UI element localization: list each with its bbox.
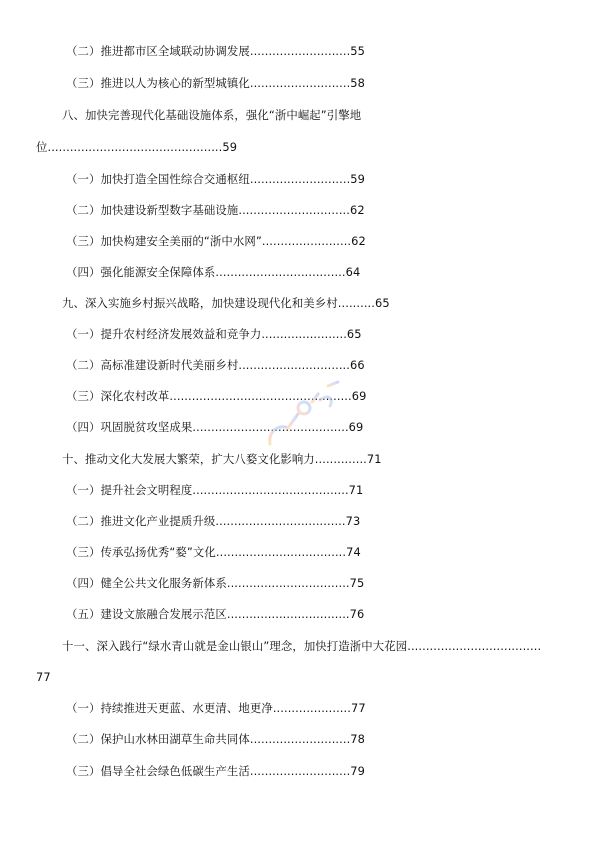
toc-entry: （三）传承弘扬优秀“婺”文化...................................74 bbox=[66, 545, 361, 559]
toc-entry: （二）加快建设新型数字基础设施..............................62 bbox=[66, 203, 365, 217]
toc-entry: 八、加快完善现代化基础设施体系，强化“浙中崛起”引擎地 bbox=[62, 108, 362, 122]
toc-entry: （一）提升社会文明程度..........................................71 bbox=[66, 483, 364, 497]
toc-entry: 十、推动文化大发展大繁荣，扩大八婺文化影响力..............71 bbox=[62, 452, 382, 466]
toc-entry: 77 bbox=[36, 670, 51, 684]
toc-entry: （四）巩固脱贫攻坚成果..........................................69 bbox=[66, 420, 364, 434]
toc-entry: （三）加快构建安全美丽的“浙中水网”........................62 bbox=[66, 234, 366, 248]
toc-entry: （一）提升农村经济发展效益和竞争力.......................65 bbox=[66, 327, 362, 341]
toc-entry: 九、深入实施乡村振兴战略，加快建设现代化和美乡村..........65 bbox=[62, 296, 390, 310]
toc-entry: （五）建设文旅融合发展示范区.................................76 bbox=[66, 607, 365, 621]
toc-entry: （二）推进都市区全域联动协调发展...........................55 bbox=[66, 44, 366, 58]
toc-entry: （一）持续推进天更蓝、水更清、地更净.....................77 bbox=[66, 701, 366, 715]
toc-entry: （四）强化能源安全保障体系...................................64 bbox=[66, 265, 361, 279]
toc-entry: （四）健全公共文化服务新体系.................................75 bbox=[66, 576, 365, 590]
toc-entry: 位...............................................59 bbox=[36, 140, 238, 154]
watermark-logo bbox=[258, 378, 348, 458]
toc-entry: （三）倡导全社会绿色低碳生产生活...........................79 bbox=[66, 764, 366, 778]
toc-entry: （二）保护山水林田湖草生命共同体...........................78 bbox=[66, 732, 366, 746]
toc-entry: （三）推进以人为核心的新型城镇化...........................58 bbox=[66, 76, 366, 90]
toc-entry: 十一、深入践行“绿水青山就是金山银山”理念，加快打造浙中大花园.................................... bbox=[62, 639, 542, 653]
toc-entry: （一）加快打造全国性综合交通枢纽...........................59 bbox=[66, 172, 366, 186]
watermark-shape bbox=[270, 382, 338, 444]
toc-entry: （三）深化农村改革.................................................69 bbox=[66, 389, 367, 403]
toc-entry: （二）推进文化产业提质升级...................................73 bbox=[66, 514, 361, 528]
toc-entry: （二）高标准建设新时代美丽乡村..............................66 bbox=[66, 358, 365, 372]
